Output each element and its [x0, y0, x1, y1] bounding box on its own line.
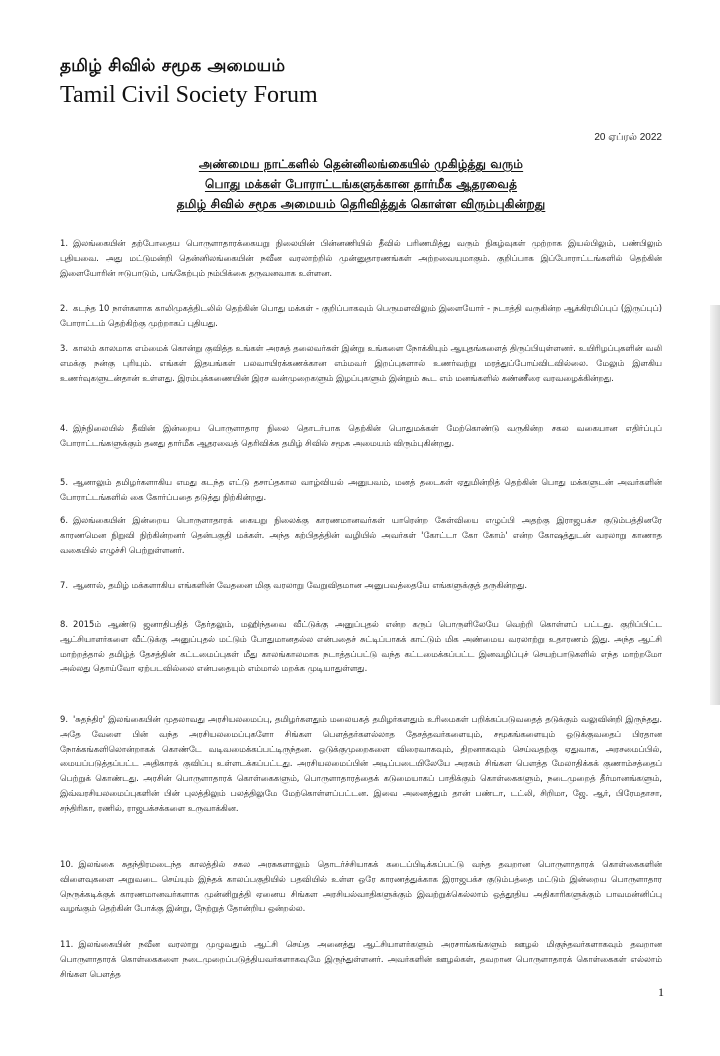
paragraph-text: இலங்கையின் இன்றைய பொருளாதாரக் கையறு நிலைக்கு காரணமானவர்கள் யாரென்ற கேள்வியை எழுப்பி அதற்கு இராஜபக்ச குடும்பத்தினரே காரணமென நிறுவி நிற்கின்றனர் தென்பகுதி மக்கள். அந்த கற்பிதத்தின் வழியில் அவர்கள் 'கோட்டா கோ கோம்' என்ற கோஷத்துடன் வரலாறு காணாத வகையில் எழுச்சி பெற்றுள்ளனர்.: [60, 515, 662, 555]
paragraph-text: 'சுதந்திர' இலங்கையின் முதலாவது அரசியலமைப்பு, தமிழர்களதும் மலையகத் தமிழர்களதும் உரிமைகள் பறிக்கப்படுவதைத் தடுக்கும் வலுவின்றி இருந்தது. அதே வேளை பின் வந்த அரசியலமைப்புகளோ சிங்கள பௌத்தர்களல்லாத தேசத்தவர்களையும், சமூகங்களையும் ஒடுக்குவதைப் பிரதான நோக்கங்களிலொன்றாகக் கொண்டே வடிவமைக்கப்பட்டிருந்தன. ஒடுக்குமுறைகளை விரைவாகவும், திறனாகவும் செய்வதற்கு ஏதுவாக, அரசமைப்பில், மையப்படுத்தப்பட்ட அதிகாரக் குவிப்பு உள்ளடக்கப்பட்டது. அரசியலமைப்பின் அடிப்படையிலேயே அரசும் சிங்கள பௌத்த மேலாதிக்கக் குணாம்சத்தைப் பெற்றுக் கொண்டது. அரசின் பொருளாதாரக் கொள்கைகளும், பொருளாதாரத்தைக் கடுமையாகப் பாதிக்கும் கொள்கைகளும், நடைமுறைத் தீர்மானங்களும், இவ்வரசியலமைப்புகளின் பின் புலத்திலும் பலத்திலுமே மேற்கொள்ளப்பட்டன. இவை அனைத்தும் தான் பண்டா, டட்லி, சிறிமா, ஜே. ஆர், பிரேமதாசா, சந்திரிகா, ரணில், ராஜபக்சக்களை உருவாக்கின.: [60, 714, 662, 813]
paragraph-number: 9.: [60, 714, 68, 724]
title-line-3: தமிழ் சிவில் சமூக அமையம் தெரிவித்துக் கொள்ள விரும்புகின்றது: [176, 197, 546, 211]
paragraph-number: 1.: [60, 238, 68, 248]
paragraph-text: இலங்கை சுதந்திரமடைந்த காலத்தில் சகல அரசுகளாலும் தொடர்ச்சியாகக் கடைப்பிடிக்கப்பட்டு வந்த தவறான பொருளாதாரக் கொள்கைகளின் விளைவுகளை அறுவடை செய்யும் இந்தக் காலப்பகுதியில் பதவியில் உள்ள ஒரே காரணத்துக்காக இராஜபக்ச குடும்பத்தை மட்டும் இன்றைய பொருளாதார நெருக்கடிக்குக் காரணமானவர்களாக முன்னிறுத்தி ஏனைய சிங்கள அரசியல்வாதிகளுக்கும் இவற்றுக்கெல்லாம் ஒத்தூதிய அதிகாரிகளுக்கும் பாவமன்னிப்பு வழங்கும் தெற்கின் போக்கு இன்று, நேற்றுத் தோன்றிய ஒன்றல்ல.: [60, 859, 662, 914]
document-date: 20 ஏப்ரல் 2022: [594, 132, 662, 143]
paragraph-number: 7.: [60, 580, 68, 590]
paragraph-text: இலங்கையின் நவீன வரலாறு முழுவதும் ஆட்சி செய்த அனைத்து ஆட்சியாளர்களும் அரசாங்கங்களும் ஊழல் மிகுந்தவர்களாகவும் தவறான பொருளாதாரக் கொள்கைகளை நடைமுறைப்படுத்தியவர்களாகவுமே இருந்துள்ளனர். அவர்களின் ஊழல்கள், தவறான பொருளாதாரக் கொள்கைகள் எல்லாம் சிங்கள பௌத்த: [60, 939, 662, 979]
paragraph-number: 4.: [60, 423, 68, 433]
document-title: [60, 154, 662, 214]
paragraph-number: 8.: [60, 619, 68, 629]
paragraph-number: 5.: [60, 477, 68, 487]
paragraph-text: இந்நிலையில் தீவின் இன்றைய பொருளாதார நிலை தொடர்பாக தெற்கின் பொதுமக்கள் மேற்கொண்டு வருகின்ற சகல வகையான எதிர்ப்புப் போராட்டங்களுக்கும் தனது தார்மீக ஆதரவைத் தெரிவிக்க தமிழ் சிவில் சமூக அமையம் விரும்புகின்றது.: [60, 423, 662, 448]
paragraph-5: [60, 475, 662, 505]
paragraph-8: [60, 617, 662, 707]
paragraph-number: 2.: [60, 303, 68, 313]
paragraph-7: [60, 578, 662, 608]
paragraph-number: 3.: [60, 343, 68, 353]
paragraph-number: 11.: [60, 939, 74, 949]
paragraph-11: [60, 937, 662, 982]
paragraph-text: காலம் காலமாக எம்மைக் கொன்று குவித்த உங்கள் அரசுத் தலைவர்கள் இன்று உங்களை நோக்கியும் ஆயுதங்களைத் திருப்பியுள்ளனர். உயிரிழப்புகளின் வலி எமக்கு நன்கு புரியும். எங்கள் இதயங்கள் பலவாயிரக்கணக்கான எம்மவர் இறப்புகளால் உணர்வற்று மரத்துப்போய்விடவில்லை. மேலும் இளகிய உணர்வுகளுடன்தான் உள்ளது. இரம்புக்கணையின் இரச வன்முறைகளும் இழப்புகளும் இன்றும் கூட எம் மனங்களில் கண்ணீரை வரவழைக்கின்றது.: [60, 343, 662, 383]
document-header: [60, 56, 318, 109]
org-name-english: Tamil Civil Society Forum: [60, 82, 318, 108]
title-line-2: பொது மக்கள் போராட்டங்களுக்கான தார்மீக ஆதரவைத்: [204, 177, 518, 191]
paragraph-6: [60, 513, 662, 573]
paragraph-text: 2015ம் ஆண்டு ஜனாதிபதித் தேர்தலும், மஹிந்தவை வீட்டுக்கு அனுப்புதல் என்ற கருப் பொருளிலேயே வெற்றி கொள்ளப் பட்டது. குறிப்பிட்ட ஆட்சியாளர்களை வீட்டுக்கு அனுப்புதல் மட்டும் போதுமானதல்ல என்பதைச் சுட்டிப்பாகக் காட்டும் மிக அண்மைய வரலாற்று உதாரணம் இது. அந்த ஆட்சி மாற்றத்தால் தமிழ்த் தேசத்தின் கட்டமைப்புகள் மீது காலங்காலமாக நடாத்தப்பட்டு வந்த கட்டமைக்கப்பட்ட இனவழிப்புச் செயற்பாடுகளில் எந்த மாற்றமோ அல்லது தொய்வோ ஏற்படவில்லை என்பதையும் எம்மால் மறக்க முடியாதுள்ளது.: [60, 619, 662, 674]
page-edge-shadow: [710, 305, 720, 705]
paragraph-2: [60, 301, 662, 331]
paragraph-3: [60, 341, 662, 416]
paragraph-text: ஆனால், தமிழ் மக்களாகிய எங்களின் வேதனை மிகு வரலாறு வேறுவிதமான அனுபவத்தையே எங்களுக்குத் தருகின்றது.: [73, 580, 528, 590]
paragraph-text: கடந்த 10 நாள்களாக காலிமுகத்திடலில் தெற்கின் பொது மக்கள் - குறிப்பாகவும் பெருமளவிலும் இளையோர் - நடாத்தி வருகின்ற ஆக்கிரமிப்புப் (இருப்புப்) போராட்டம் தெற்கிற்கு முற்றாகப் புதியது.: [60, 303, 662, 328]
page-number: 1: [658, 985, 664, 999]
paragraph-4: [60, 421, 662, 466]
paragraph-text: இலங்கையின் தற்போதைய பொருளாதாரக்கையறு நிலையின் பின்னணியில் தீவில் பரிணமித்து வரும் நிகழ்வுகள் முற்றாக இயல்பிலும், பண்பிலும் புதியவை. அது மட்டுமன்றி தென்னிலங்கையின் நவீன வரலாற்றில் முன்னுதாரணங்கள் அற்றவையுமாகும். குறிப்பாக இப்போராட்டங்களில் தெற்கின் இளையோரின் ஈடுபாடும், பங்கேற்பும் நம்பிக்கை தருவனவாக உள்ளன.: [60, 238, 662, 278]
paragraph-text: ஆனாலும் தமிழர்களாகிய எமது கடந்த எட்டு தசாப்தகால வாழ்வியல் அனுபவம், மனத் தடைகள் ஏதுமின்றித் தெற்கின் பொது மக்களுடன் அவர்களின் போராட்டங்களில் கை கோர்ப்பதை தடுத்து நிற்கின்றது.: [60, 477, 662, 502]
paragraph-number: 6.: [60, 515, 68, 525]
title-line-1: அண்மைய நாட்களில் தென்னிலங்கையில் முகிழ்த்து வரும்: [198, 157, 524, 171]
paragraph-1: [60, 236, 662, 296]
paragraph-9: [60, 712, 662, 832]
paragraph-10: [60, 857, 662, 932]
org-name-tamil: தமிழ் சிவில் சமூக அமையம்: [60, 56, 286, 76]
paragraph-number: 10.: [60, 859, 74, 869]
